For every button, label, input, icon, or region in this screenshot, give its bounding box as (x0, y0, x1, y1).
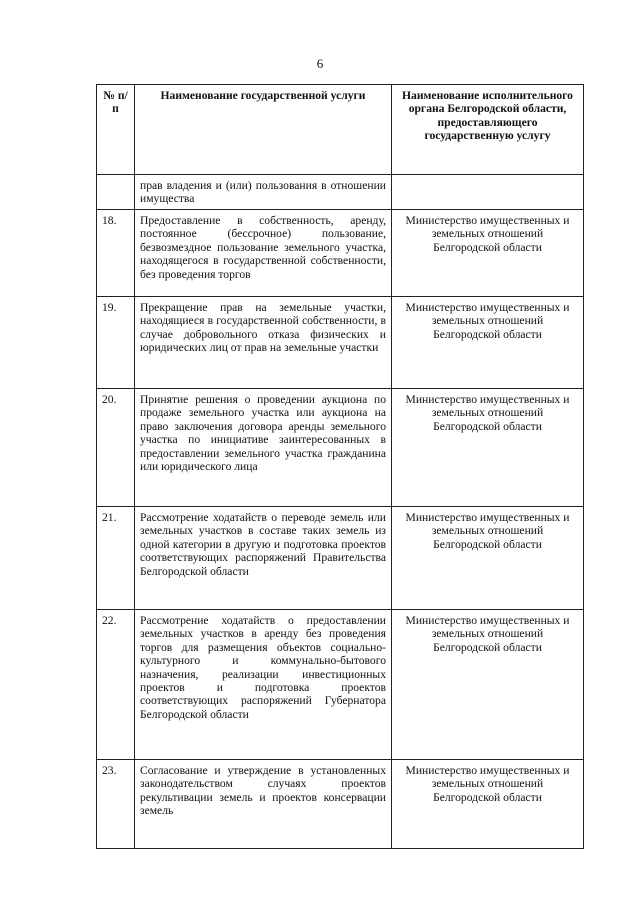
row-authority: Министерство имущественных и земельных отношений Белгородской области (392, 610, 584, 760)
row-service-name: Прекращение прав на земельные участки, находящиеся в государственной собственности, в случае добровольного отказа физических и юридических лиц от прав на земельные участки (135, 297, 392, 389)
header-service-name: Наименование государственной услуги (135, 85, 392, 175)
row-authority: Министерство имущественных и земельных отношений Белгородской области (392, 210, 584, 297)
table-row (97, 610, 584, 760)
row-service-name: прав владения и (или) пользования в отношении имущества (135, 175, 392, 210)
services-table (96, 84, 584, 849)
table-row (97, 507, 584, 610)
row-authority: Министерство имущественных и земельных отношений Белгородской области (392, 297, 584, 389)
row-service-name: Предоставление в собственность, аренду, постоянное (бессрочное) пользование, безвозмездное пользование земельного участка, находящегося в государственной собственности, без проведения торгов (135, 210, 392, 297)
page-number: 6 (316, 56, 324, 71)
row-authority: Министерство имущественных и земельных отношений Белгородской области (392, 507, 584, 610)
table-row (97, 389, 584, 507)
row-number: 18. (97, 210, 135, 297)
row-number: 22. (97, 610, 135, 760)
row-service-name: Рассмотрение ходатайств о переводе земель или земельных участков в составе таких земель из одной категории в другую и подготовка проектов соответствующих распоряжений Правительства Белгородской области (135, 507, 392, 610)
header-authority: Наименование исполнительного органа Белгородской области, предоставляющего государственную услугу (392, 85, 584, 175)
table-row (97, 760, 584, 849)
table-row (97, 210, 584, 297)
row-number: 23. (97, 760, 135, 849)
table-row (97, 175, 584, 210)
header-number: № п/п (97, 85, 135, 175)
table-row (97, 297, 584, 389)
row-number: 19. (97, 297, 135, 389)
row-service-name: Рассмотрение ходатайств о предоставлении земельных участков в аренду без проведения торгов для размещения объектов социально-культурного и коммунально-бытового назначения, реализации инвестиционных проектов и подготовка проектов соответствующих распоряжений Губернатора Белгородской области (135, 610, 392, 760)
row-authority (392, 175, 584, 210)
row-authority: Министерство имущественных и земельных отношений Белгородской области (392, 760, 584, 849)
row-service-name: Принятие решения о проведении аукциона по продаже земельного участка или аукциона на право заключения договора аренды земельного участка по инициативе заинтересованных в предоставлении земельного участка гражданина или юридического лица (135, 389, 392, 507)
row-authority: Министерство имущественных и земельных отношений Белгородской области (392, 389, 584, 507)
row-number: 21. (97, 507, 135, 610)
table-header-row (97, 85, 584, 175)
row-number: 20. (97, 389, 135, 507)
row-service-name: Согласование и утверждение в установленных законодательством случаях проектов рекультивации земель и проектов консервации земель (135, 760, 392, 849)
row-number (97, 175, 135, 210)
